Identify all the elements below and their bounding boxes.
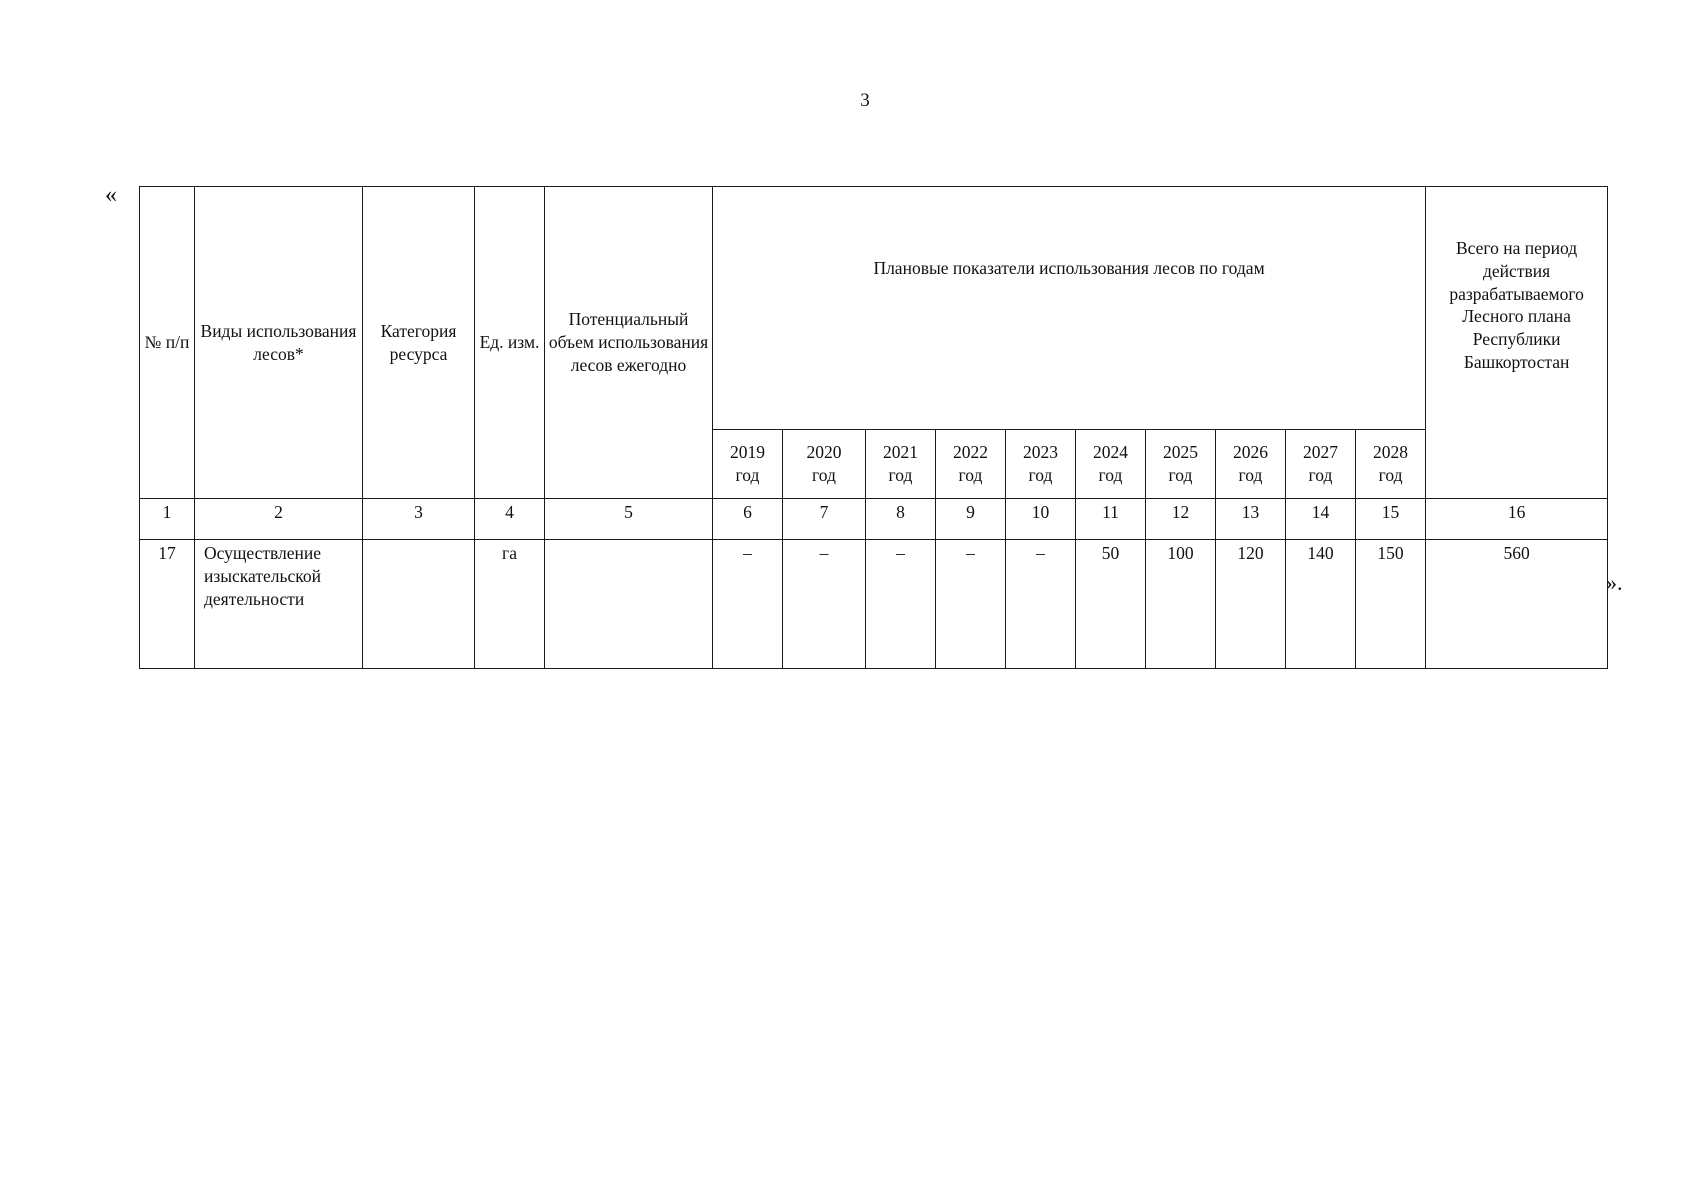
year-number: 2023 [1023, 442, 1058, 463]
year-unit: год [958, 465, 983, 485]
column-number: 12 [1146, 499, 1216, 540]
year-unit: год [888, 465, 913, 485]
year-unit: год [1028, 465, 1053, 485]
column-number: 6 [713, 499, 783, 540]
row-year-value: 140 [1286, 540, 1356, 669]
year-number: 2026 [1233, 442, 1268, 463]
row-year-value: 120 [1216, 540, 1286, 669]
row-year-value: 50 [1076, 540, 1146, 669]
opening-quote: « [105, 182, 117, 208]
column-number: 11 [1076, 499, 1146, 540]
row-use-type: Осуществление изыскательской деятельности [195, 540, 363, 669]
row-year-value: – [783, 540, 866, 669]
year-header [713, 430, 783, 499]
year-unit: год [812, 465, 836, 485]
year-number: 2022 [953, 442, 988, 463]
row-year-value: – [866, 540, 936, 669]
year-header [783, 430, 866, 499]
year-header [1286, 430, 1356, 499]
year-header [936, 430, 1006, 499]
forest-use-plan-table [139, 186, 1608, 669]
column-number: 14 [1286, 499, 1356, 540]
header-total: Всего на период действия разрабатываемого Лесного плана Республики Башкортостан [1426, 187, 1608, 499]
row-unit: га [475, 540, 545, 669]
year-number: 2021 [883, 442, 918, 463]
column-number: 15 [1356, 499, 1426, 540]
column-number: 7 [783, 499, 866, 540]
row-num: 17 [140, 540, 195, 669]
column-number: 13 [1216, 499, 1286, 540]
column-number: 2 [195, 499, 363, 540]
closing-quote: ». [1606, 570, 1623, 595]
year-header [1006, 430, 1076, 499]
year-header [1356, 430, 1426, 499]
row-year-value: – [936, 540, 1006, 669]
row-year-value: – [713, 540, 783, 669]
column-number: 1 [140, 499, 195, 540]
column-number: 5 [545, 499, 713, 540]
row-year-value: – [1006, 540, 1076, 669]
column-number-row [140, 499, 1608, 540]
header-unit: Ед. изм. [475, 187, 545, 499]
year-number: 2024 [1093, 442, 1128, 463]
year-unit: год [1308, 465, 1333, 485]
year-header [866, 430, 936, 499]
header-row [140, 187, 1608, 430]
header-plan-group: Плановые показатели использования лесов по годам [713, 187, 1426, 430]
column-number: 8 [866, 499, 936, 540]
year-unit: год [1378, 465, 1403, 485]
row-category [363, 540, 475, 669]
row-year-value: 150 [1356, 540, 1426, 669]
column-number: 9 [936, 499, 1006, 540]
header-potential: Потенциальный объем использования лесов ежегодно [545, 187, 713, 499]
year-header [1216, 430, 1286, 499]
header-category: Категория ресурса [363, 187, 475, 499]
column-number: 16 [1426, 499, 1608, 540]
year-number: 2025 [1163, 442, 1198, 463]
column-number: 4 [475, 499, 545, 540]
year-number: 2028 [1373, 442, 1409, 463]
year-unit: год [1098, 465, 1123, 485]
row-year-value: 100 [1146, 540, 1216, 669]
column-number: 3 [363, 499, 475, 540]
year-number: 2019 [730, 442, 765, 463]
year-header [1146, 430, 1216, 499]
header-num: № п/п [140, 187, 195, 499]
page-number: 3 [860, 90, 870, 111]
header-types: Виды использования лесов* [195, 187, 363, 499]
row-total: 560 [1426, 540, 1608, 669]
year-unit: год [735, 465, 760, 485]
year-unit: год [1168, 465, 1193, 485]
year-number: 2027 [1303, 442, 1338, 463]
year-unit: год [1238, 465, 1263, 485]
year-number: 2020 [806, 442, 842, 463]
table-row [140, 540, 1608, 669]
row-potential [545, 540, 713, 669]
column-number: 10 [1006, 499, 1076, 540]
year-header [1076, 430, 1146, 499]
